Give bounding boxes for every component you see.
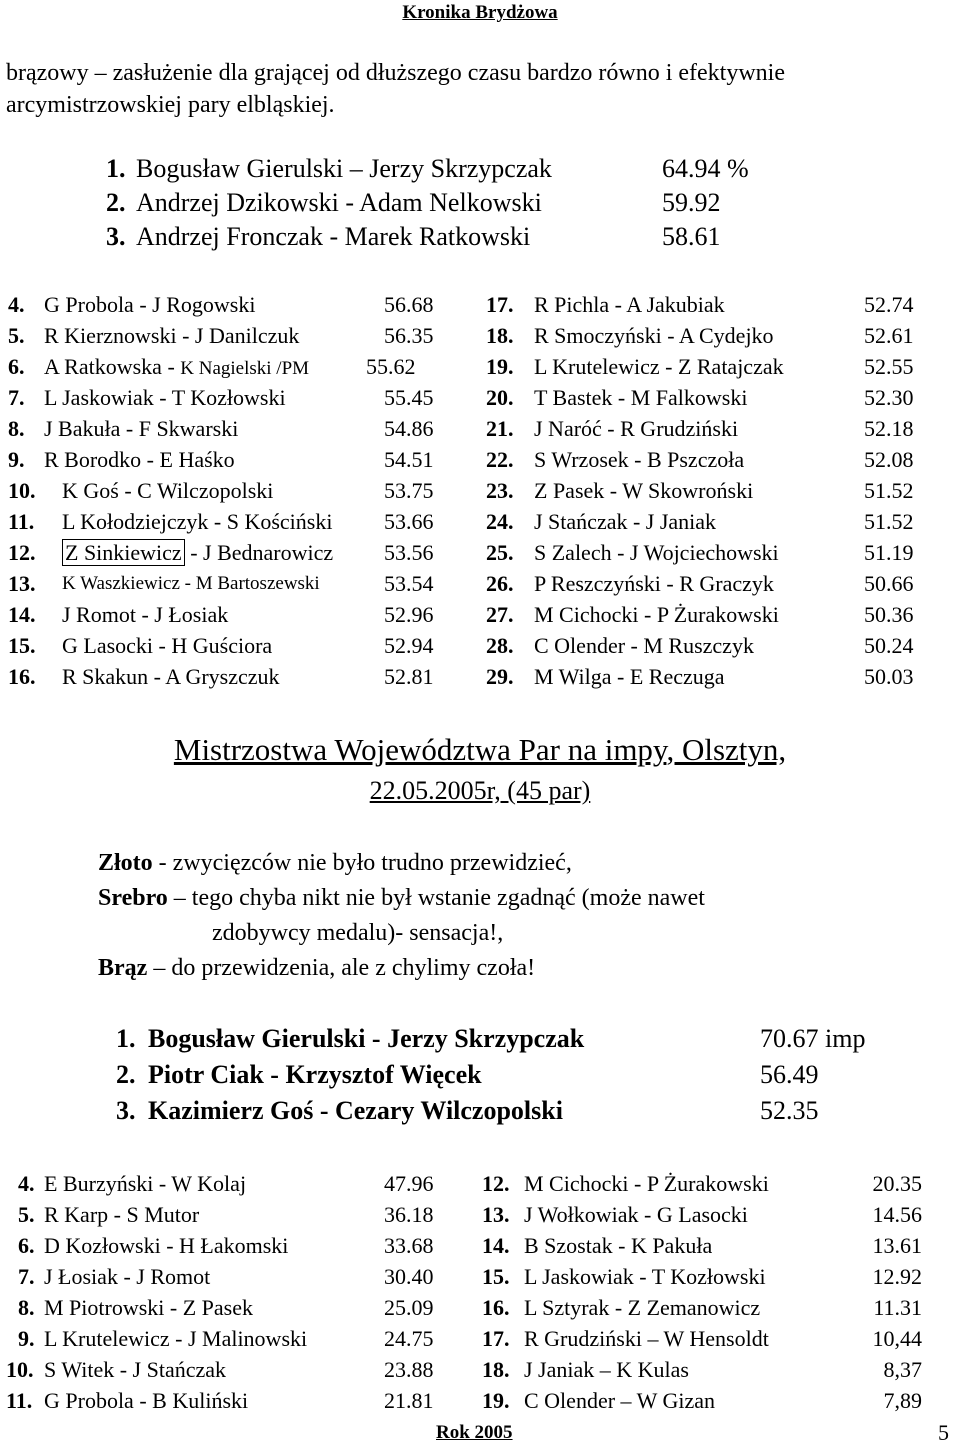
t2-title-location: , Olsztyn, [666, 732, 787, 767]
result-row [482, 1293, 922, 1323]
result-row [486, 600, 946, 630]
result-row [486, 290, 946, 320]
place-number: 27. [486, 602, 514, 627]
result-row [6, 1231, 466, 1261]
result-row [482, 1262, 922, 1292]
place-number: 10. [8, 478, 36, 503]
result-row [486, 321, 946, 351]
pair-names: T Bastek - M Falkowski [534, 385, 748, 410]
pair-names: G Probola - J Rogowski [44, 292, 256, 317]
score: 21.81 [384, 1388, 434, 1413]
score: 59.92 [662, 188, 721, 217]
pair-names-boxed: Z Sinkiewicz [62, 539, 185, 566]
pair-names: J Łosiak - J Romot [44, 1264, 211, 1289]
t2-title-main: Mistrzostwa Województwa Par na impy [173, 732, 667, 767]
pair-names: M Piotrowski - Z Pasek [44, 1295, 253, 1320]
pair-names: G Probola - B Kuliński [44, 1388, 249, 1413]
pair-names: R Pichla - A Jakubiak [534, 292, 725, 317]
result-row [8, 321, 468, 351]
result-row [486, 507, 946, 537]
score: 20.35 [872, 1171, 922, 1196]
pair-names: C Olender – W Gizan [524, 1388, 716, 1413]
pair-names: J Bakuła - F Skwarski [44, 416, 239, 441]
pair-names: G Lasocki - H Guściora [62, 633, 273, 658]
score: 56.49 [760, 1060, 819, 1089]
place-number: 22. [486, 447, 514, 472]
score: 12.92 [872, 1264, 922, 1289]
result-row [486, 383, 946, 413]
place-number: 12. [8, 540, 36, 565]
pair-names: Andrzej Fronczak - Marek Ratkowski [136, 222, 531, 251]
pair-names: M Cichocki - P Żurakowski [534, 602, 779, 627]
score: 13.61 [872, 1233, 922, 1258]
result-row [6, 1200, 466, 1230]
score: 50.36 [864, 602, 914, 627]
result-row [6, 1262, 466, 1292]
place-number: 8. [18, 1295, 35, 1320]
t1-results-right [486, 290, 946, 700]
result-row [486, 538, 946, 568]
place-number: 5. [8, 323, 25, 348]
place-number: 26. [486, 571, 514, 596]
result-row [486, 662, 946, 692]
pair-names: J Romot - J Łosiak [62, 602, 229, 627]
pair-names: R Borodko - E Haśko [44, 447, 235, 472]
result-row [8, 600, 468, 630]
result-row [486, 476, 946, 506]
pair-names: L Sztyrak - Z Zemanowicz [524, 1295, 761, 1320]
place-number: 20. [486, 385, 514, 410]
pair-names: Andrzej Dzikowski - Adam Nelkowski [136, 188, 542, 217]
t2-subtitle: 22.05.2005r, (45 par) [369, 776, 591, 805]
score: 7,89 [883, 1388, 922, 1413]
place-number: 3. [106, 222, 126, 251]
place-number: 14. [8, 602, 36, 627]
place-number: 18. [482, 1357, 510, 1382]
score: 55.62 [366, 354, 416, 379]
pair-names: Bogusław Gierulski – Jerzy Skrzypczak [136, 154, 552, 183]
place-number: 9. [8, 447, 25, 472]
pair-names: J Wołkowiak - G Lasocki [524, 1202, 748, 1227]
place-number: 13. [482, 1202, 510, 1227]
place-number: 12. [482, 1171, 510, 1196]
result-row [8, 414, 468, 444]
place-number: 2. [106, 188, 126, 217]
score: 56.68 [384, 292, 434, 317]
place-number: 11. [8, 509, 35, 534]
score: 52.55 [864, 354, 914, 379]
gold-label: Złoto [98, 850, 153, 876]
pair-names: R Karp - S Mutor [44, 1202, 200, 1227]
place-number: 15. [8, 633, 36, 658]
result-row [6, 1324, 466, 1354]
result-row [486, 414, 946, 444]
result-row [8, 290, 468, 320]
place-number: 19. [486, 354, 514, 379]
score: 11.31 [873, 1295, 922, 1320]
pair-names: - J Bednarowicz [184, 540, 334, 565]
pair-names: S Wrzosek - B Pszczoła [534, 447, 745, 472]
place-number: 4. [8, 292, 25, 317]
result-row [8, 507, 468, 537]
pair-names: S Zalech - J Wojciechowski [534, 540, 779, 565]
result-row [482, 1169, 922, 1199]
pair-names: L Krutelewicz - J Malinowski [44, 1326, 308, 1351]
pair-names: Z Pasek - W Skowroński [534, 478, 754, 503]
desc-bronze [98, 955, 535, 982]
result-row [8, 383, 468, 413]
t1-podium [106, 154, 766, 264]
result-row [6, 1169, 466, 1199]
result-row [482, 1386, 922, 1416]
score: 52.08 [864, 447, 914, 472]
pair-names: R Skakun - A Gryszczuk [62, 664, 280, 689]
pair-names: E Burzyński - W Kolaj [44, 1171, 247, 1196]
result-row [486, 352, 946, 382]
score: 23.88 [384, 1357, 434, 1382]
score: 51.19 [864, 540, 914, 565]
gold-text: - zwycięzców nie było trudno przewidzieć, [152, 850, 572, 876]
pair-names: R Smoczyński - A Cydejko [534, 323, 774, 348]
pair-names: B Szostak - K Pakuła [524, 1233, 713, 1258]
silver-label: Srebro [98, 885, 168, 911]
place-number: 29. [486, 664, 514, 689]
intro-line-1: brązowy – zasłużenie dla grającej od dłuższego czasu bardzo równo i efektywnie [6, 60, 785, 86]
score: 54.51 [384, 447, 434, 472]
pair-names: S Witek - J Stańczak [44, 1357, 227, 1382]
bronze-label: Brąz [98, 955, 148, 981]
place-number: 6. [8, 354, 25, 379]
t2-results-right [482, 1169, 942, 1419]
pair-names: J Janiak – K Kulas [524, 1357, 689, 1382]
score: 52.30 [864, 385, 914, 410]
place-number: 5. [18, 1202, 35, 1227]
result-row [486, 569, 946, 599]
place-number: 15. [482, 1264, 510, 1289]
place-number: 2. [116, 1060, 136, 1089]
result-row [8, 631, 468, 661]
result-row [6, 1386, 466, 1416]
pair-names-small: K Nagielski /PM [180, 358, 310, 379]
score: 52.61 [864, 323, 914, 348]
place-number: 1. [106, 154, 126, 183]
pair-names: K Goś - C Wilczopolski [62, 478, 274, 503]
result-row [482, 1324, 922, 1354]
t2-title [0, 732, 960, 768]
result-row [8, 662, 468, 692]
score: 70.67 imp [760, 1024, 866, 1053]
result-row [8, 538, 468, 568]
desc-gold [98, 850, 572, 877]
result-row [482, 1355, 922, 1385]
place-number: 16. [8, 664, 36, 689]
score: 51.52 [864, 509, 914, 534]
place-number: 7. [18, 1264, 35, 1289]
place-number: 28. [486, 633, 514, 658]
score: 52.35 [760, 1096, 819, 1125]
place-number: 16. [482, 1295, 510, 1320]
place-number: 8. [8, 416, 25, 441]
score: 52.81 [384, 664, 434, 689]
result-row [486, 445, 946, 475]
score: 56.35 [384, 323, 434, 348]
score: 52.74 [864, 292, 914, 317]
page-footer: Rok 2005 [436, 1422, 513, 1443]
score: 55.45 [384, 385, 434, 410]
score: 50.24 [864, 633, 914, 658]
score: 50.03 [864, 664, 914, 689]
result-row [486, 631, 946, 661]
place-number: 13. [8, 571, 36, 596]
score: 53.75 [384, 478, 434, 503]
result-row [6, 1355, 466, 1385]
score: 54.86 [384, 416, 434, 441]
pair-names: Piotr Ciak - Krzysztof Więcek [148, 1060, 482, 1089]
place-number: 6. [18, 1233, 35, 1258]
result-row [8, 476, 468, 506]
desc-silver [98, 885, 705, 912]
place-number: 18. [486, 323, 514, 348]
score: 33.68 [384, 1233, 434, 1258]
place-number: 24. [486, 509, 514, 534]
score: 52.96 [384, 602, 434, 627]
desc-silver-cont: zdobywcy medalu)- sensacja!, [212, 920, 504, 946]
pair-names: P Reszczyński - R Graczyk [534, 571, 774, 596]
place-number: 23. [486, 478, 514, 503]
score: 53.54 [384, 571, 434, 596]
pair-names: J Naróć - R Grudziński [534, 416, 739, 441]
pair-names: L Jaskowiak - T Kozłowski [524, 1264, 766, 1289]
score: 30.40 [384, 1264, 434, 1289]
score: 53.66 [384, 509, 434, 534]
score: 64.94 % [662, 154, 749, 183]
place-number: 1. [116, 1024, 136, 1053]
score: 51.52 [864, 478, 914, 503]
pair-names: R Kierznowski - J Danilczuk [44, 323, 300, 348]
pair-names: A Ratkowska - [44, 354, 181, 379]
result-row [6, 1293, 466, 1323]
page-header: Kronika Brydżowa [402, 2, 558, 23]
place-number: 21. [486, 416, 514, 441]
score: 10,44 [872, 1326, 922, 1351]
result-row [8, 352, 468, 382]
place-number: 17. [486, 292, 514, 317]
pair-names: L Jaskowiak - T Kozłowski [44, 385, 286, 410]
score: 53.56 [384, 540, 434, 565]
score: 52.94 [384, 633, 434, 658]
result-row [8, 445, 468, 475]
place-number: 10. [6, 1357, 34, 1382]
result-row [482, 1231, 922, 1261]
result-row [482, 1200, 922, 1230]
pair-names: Bogusław Gierulski - Jerzy Skrzypczak [148, 1024, 585, 1053]
score: 25.09 [384, 1295, 434, 1320]
score: 36.18 [384, 1202, 434, 1227]
place-number: 19. [482, 1388, 510, 1413]
bronze-text: – do przewidzenia, ale z chylimy czoła! [147, 955, 536, 981]
score: 24.75 [384, 1326, 434, 1351]
pair-names: K Waszkiewicz - M Bartoszewski [62, 573, 320, 594]
score: 14.56 [872, 1202, 922, 1227]
intro-line-2: arcymistrzowskiej pary elbląskiej. [6, 92, 335, 118]
pair-names: D Kozłowski - H Łakomski [44, 1233, 289, 1258]
silver-text: – tego chyba nikt nie był wstanie zgadnąć (może nawet [167, 885, 705, 911]
place-number: 7. [8, 385, 25, 410]
score: 52.18 [864, 416, 914, 441]
score: 47.96 [384, 1171, 434, 1196]
place-number: 14. [482, 1233, 510, 1258]
t1-results-left [8, 290, 468, 700]
t2-results-left [6, 1169, 466, 1419]
t2-podium [116, 1024, 916, 1134]
place-number: 4. [18, 1171, 35, 1196]
score: 8,37 [883, 1357, 922, 1382]
pair-names: R Grudziński – W Hensoldt [524, 1326, 769, 1351]
score: 58.61 [662, 222, 721, 251]
result-row [8, 569, 468, 599]
place-number: 11. [6, 1388, 33, 1413]
place-number: 17. [482, 1326, 510, 1351]
pair-names: Kazimierz Goś - Cezary Wilczopolski [148, 1096, 563, 1125]
place-number: 25. [486, 540, 514, 565]
pair-names: C Olender - M Ruszczyk [534, 633, 754, 658]
pair-names: L Kołodziejczyk - S Kościński [62, 509, 333, 534]
score: 50.66 [864, 571, 914, 596]
place-number: 9. [18, 1326, 35, 1351]
page-number: 5 [938, 1420, 949, 1445]
pair-names: L Krutelewicz - Z Ratajczak [534, 354, 784, 379]
pair-names: M Wilga - E Reczuga [534, 664, 725, 689]
pair-names: M Cichocki - P Żurakowski [524, 1171, 769, 1196]
place-number: 3. [116, 1096, 136, 1125]
pair-names: J Stańczak - J Janiak [534, 509, 717, 534]
